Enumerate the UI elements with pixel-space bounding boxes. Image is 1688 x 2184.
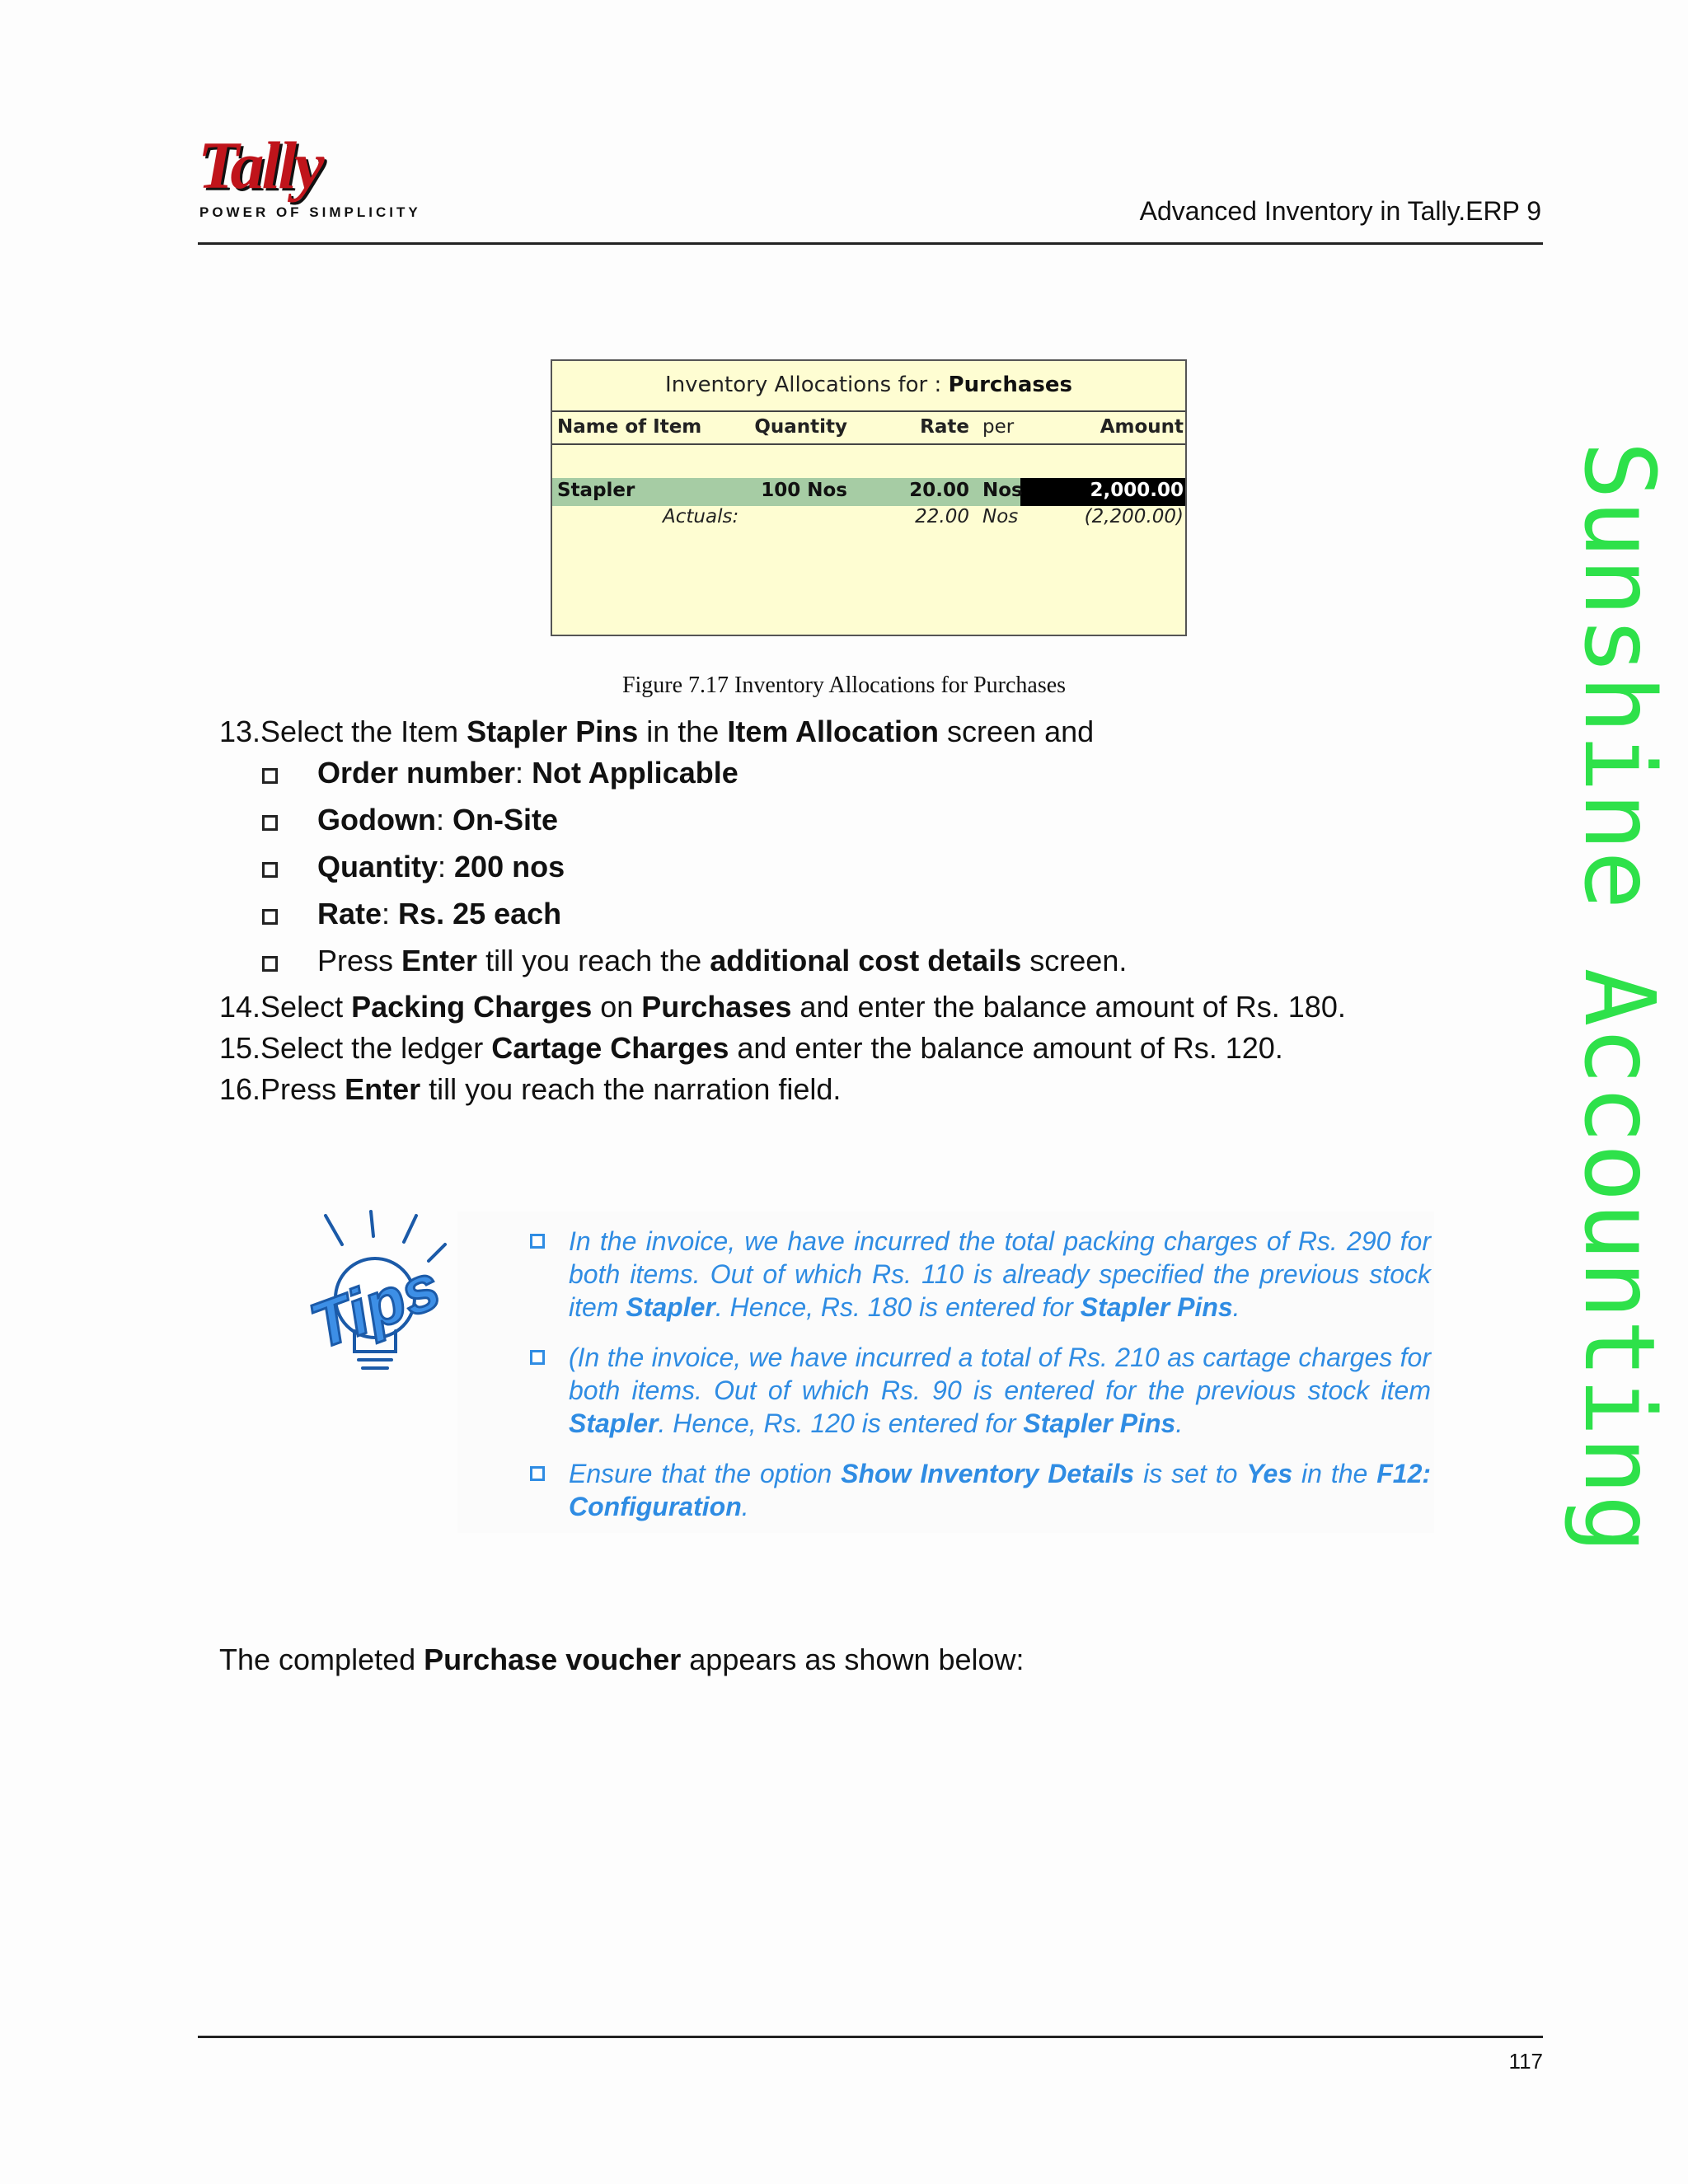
tips-icon-text: Tips xyxy=(301,1249,449,1363)
figure-caption: Figure 7.17 Inventory Allocations for Purchases xyxy=(621,673,1067,698)
bullet-press-enter xyxy=(317,943,1127,978)
bullet-icon xyxy=(262,862,278,878)
actuals-per: Nos xyxy=(982,506,1019,527)
actuals-label: Actuals: xyxy=(663,506,739,527)
step-14-text-e: and enter the balance amount of Rs. 180. xyxy=(791,990,1346,1024)
bullet-sep: : xyxy=(382,897,399,930)
completed-voucher-text xyxy=(219,1642,1025,1677)
screen-title-value: Purchases xyxy=(948,373,1072,397)
col-per: per xyxy=(982,416,1015,438)
bullet-label: Godown xyxy=(317,803,436,837)
press-text-b: Enter xyxy=(401,944,478,977)
step-13-text-b: Stapler Pins xyxy=(467,715,639,748)
item-name: Stapler xyxy=(557,480,635,501)
bullet-rate xyxy=(317,896,561,931)
step-13-text-a: 13.Select the Item xyxy=(219,715,467,748)
tip-2 xyxy=(569,1341,1431,1440)
bullet-quantity xyxy=(317,849,565,884)
tip-1-text-d: Stapler Pins xyxy=(1080,1292,1233,1322)
step-16-text-a: 16.Press xyxy=(219,1072,345,1106)
step-14-text-a: 14.Select xyxy=(219,990,352,1024)
col-rate: Rate xyxy=(920,416,969,438)
item-row-stapler[interactable] xyxy=(552,478,1185,506)
completed-text-b: Purchase voucher xyxy=(424,1643,682,1676)
bullet-value: 200 nos xyxy=(454,850,565,883)
header-divider xyxy=(198,242,1543,245)
step-13-text-c: in the xyxy=(638,715,728,748)
tip-3 xyxy=(569,1457,1431,1523)
tip-2-text-b: Stapler xyxy=(569,1408,659,1438)
tip-3-text-e: in the xyxy=(1292,1459,1377,1488)
screen-title xyxy=(552,373,1185,397)
item-quantity: 100 Nos xyxy=(761,480,847,501)
step-14 xyxy=(219,989,1346,1024)
tip-2-text-e: . xyxy=(1175,1408,1184,1438)
bullet-icon xyxy=(262,768,278,784)
actuals-rate: 22.00 xyxy=(915,506,969,527)
step-15-text-a: 15.Select the ledger xyxy=(219,1031,492,1065)
step-15-text-c: and enter the balance amount of Rs. 120. xyxy=(729,1031,1283,1065)
step-14-text-d: Purchases xyxy=(641,990,792,1024)
tip-3-text-b: Show Inventory Details xyxy=(841,1459,1135,1488)
tip-2-text-d: Stapler Pins xyxy=(1023,1408,1176,1438)
bullet-sep: : xyxy=(515,756,532,790)
item-per: Nos xyxy=(982,480,1023,501)
page-number: 117 xyxy=(1508,2049,1543,2074)
tip-bullet-icon xyxy=(530,1350,545,1365)
item-rate: 20.00 xyxy=(909,480,969,501)
logo-wordmark: Tally xyxy=(198,128,322,203)
bullet-icon xyxy=(262,956,278,972)
inventory-allocations-screen xyxy=(551,359,1187,636)
bullet-icon xyxy=(262,909,278,925)
bullet-label: Rate xyxy=(317,897,382,930)
bullet-label: Order number xyxy=(317,756,516,790)
actuals-row xyxy=(552,504,1185,532)
tip-3-text-c: is set to xyxy=(1134,1459,1247,1488)
bullet-label: Quantity xyxy=(317,850,438,883)
step-13 xyxy=(219,714,1094,749)
tip-1-text-e: . xyxy=(1232,1292,1240,1322)
tip-1-text-b: Stapler xyxy=(626,1292,715,1322)
step-16 xyxy=(219,1071,841,1107)
tips-bulb-icon xyxy=(293,1207,457,1376)
press-text-c: till you reach the xyxy=(477,944,710,977)
side-watermark: Sunshine Accounting xyxy=(1563,441,1676,1554)
tips-bulb-svg xyxy=(293,1207,457,1376)
footer-divider xyxy=(198,2036,1543,2038)
header-title: Advanced Inventory in Tally.ERP 9 xyxy=(1139,196,1541,226)
step-13-text-d: Item Allocation xyxy=(727,715,940,748)
col-amount: Amount xyxy=(1100,416,1184,438)
tip-3-text-d: Yes xyxy=(1246,1459,1293,1488)
tip-3-text-g: . xyxy=(741,1492,749,1521)
press-text-e: screen. xyxy=(1021,944,1128,977)
bullet-icon xyxy=(262,815,278,831)
item-amount[interactable]: 2,000.00 xyxy=(1090,480,1184,501)
press-text-d: additional cost details xyxy=(710,944,1022,977)
step-15 xyxy=(219,1030,1283,1066)
tip-1-text-c: . Hence, Rs. 180 is entered for xyxy=(715,1292,1081,1322)
bullet-value: On-Site xyxy=(452,803,558,837)
bullet-godown xyxy=(317,802,558,837)
logo-tagline: POWER OF SIMPLICITY xyxy=(199,204,421,220)
completed-text-c: appears as shown below: xyxy=(681,1643,1025,1676)
tip-bullet-icon xyxy=(530,1234,545,1249)
bullet-value: Rs. 25 each xyxy=(398,897,562,930)
column-header-row xyxy=(552,410,1185,445)
tip-3-text-f: F12: Configuration xyxy=(569,1459,1432,1521)
step-16-text-c: till you reach the narration field. xyxy=(420,1072,842,1106)
bullet-sep: : xyxy=(435,803,452,837)
step-14-text-b: Packing Charges xyxy=(351,990,593,1024)
step-15-text-b: Cartage Charges xyxy=(491,1031,729,1065)
tip-1-text-a: In the invoice, we have incurred the total packing charges of Rs. 290 for both items. Out of which Rs. 110 is already specified the previous stock item xyxy=(569,1226,1431,1322)
col-name-of-item: Name of Item xyxy=(557,416,702,438)
step-16-text-b: Enter xyxy=(345,1072,421,1106)
tip-bullet-icon xyxy=(530,1466,545,1481)
tally-logo xyxy=(198,128,421,223)
screen-title-prefix: Inventory Allocations for : xyxy=(665,373,942,397)
bullet-order-number xyxy=(317,755,738,790)
step-13-text-e: screen and xyxy=(939,715,1095,748)
actuals-amount: (2,200.00) xyxy=(1084,506,1184,527)
col-quantity: Quantity xyxy=(754,416,847,438)
press-text-a: Press xyxy=(317,944,402,977)
tip-1 xyxy=(569,1225,1431,1324)
tip-2-text-a: (In the invoice, we have incurred a total of Rs. 210 as cartage charges for both items. Out of which Rs. 90 is entered for the previous stock item xyxy=(569,1343,1431,1405)
tip-3-text-a: Ensure that the option xyxy=(569,1459,842,1488)
tip-2-text-c: . Hence, Rs. 120 is entered for xyxy=(658,1408,1024,1438)
completed-text-a: The completed xyxy=(219,1643,424,1676)
bullet-sep: : xyxy=(438,850,455,883)
step-14-text-c: on xyxy=(592,990,642,1024)
bullet-value: Not Applicable xyxy=(532,756,738,790)
